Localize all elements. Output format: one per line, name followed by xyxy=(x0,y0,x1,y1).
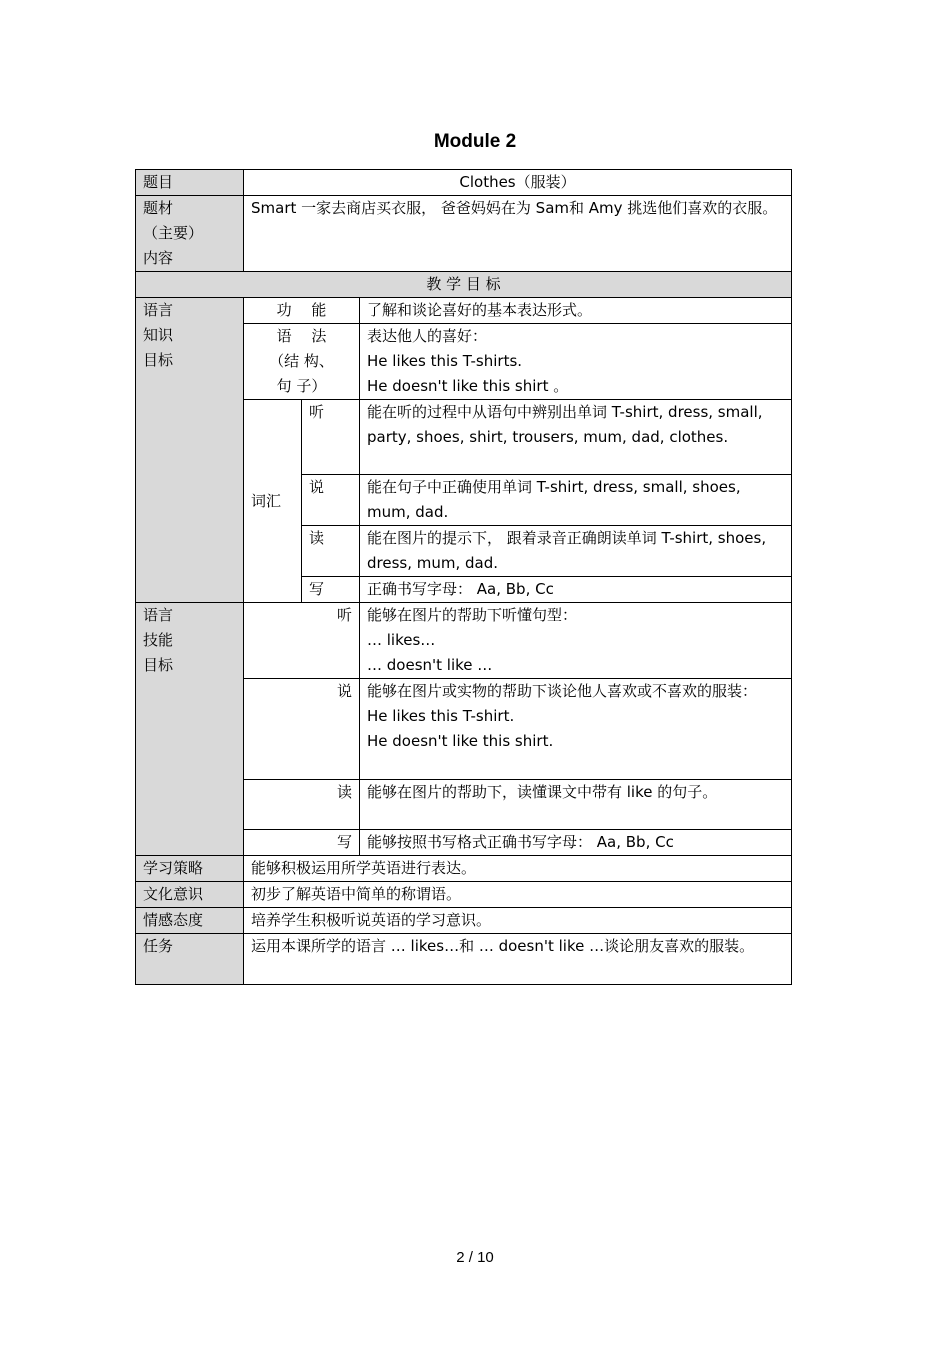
skill-write-value: 能够按照书写格式正确书写字母： Aa, Bb, Cc xyxy=(360,830,792,856)
row-goals-header xyxy=(136,272,792,298)
vocab-write-value: 正确书写字母： Aa, Bb, Cc xyxy=(360,577,792,603)
vocab-read-value: 能在图片的提示下， 跟着录音正确朗读单词 T-shirt, shoes, dress, mum, dad. xyxy=(360,526,792,577)
goals-header: 教 学 目 标 xyxy=(136,272,792,298)
skill-listen-value: 能够在图片的帮助下听懂句型： … likes… … doesn't like … xyxy=(360,603,792,679)
vocab-listen-value: 能在听的过程中从语句中辨别出单词 T-shirt, dress, small, party, shoes, shirt, trousers, mum, dad, clothes. xyxy=(360,400,792,475)
row-content xyxy=(136,196,792,272)
skill-write-label: 写 xyxy=(244,830,360,856)
grammar-label: 语 法 （结 构、 句 子） xyxy=(244,324,360,400)
attitude-label: 情感态度 xyxy=(136,908,244,934)
vocab-speak-value: 能在句子中正确使用单词 T-shirt, dress, small, shoes, mum, dad. xyxy=(360,475,792,526)
vocab-write-label: 写 xyxy=(302,577,360,603)
vocab-listen-label: 听 xyxy=(302,400,360,475)
lesson-plan-table xyxy=(135,169,792,985)
skill-speak-label: 说 xyxy=(244,679,360,780)
vocab-read-label: 读 xyxy=(302,526,360,577)
vocab-label: 词汇 xyxy=(244,400,302,603)
task-label: 任务 xyxy=(136,934,244,985)
skill-read-label: 读 xyxy=(244,780,360,830)
lang-skill-label: 语言 技能 目标 xyxy=(136,603,244,856)
row-strategy xyxy=(136,856,792,882)
row-culture xyxy=(136,882,792,908)
culture-label: 文化意识 xyxy=(136,882,244,908)
skill-listen-label: 听 xyxy=(244,603,360,679)
lang-knowledge-label: 语言 知识 目标 xyxy=(136,298,244,603)
topic-value: Clothes（服装） xyxy=(244,170,792,196)
topic-label: 题目 xyxy=(136,170,244,196)
culture-value: 初步了解英语中简单的称谓语。 xyxy=(244,882,792,908)
grammar-value: 表达他人的喜好： He likes this T-shirts. He doesn't like this shirt 。 xyxy=(360,324,792,400)
function-label: 功 能 xyxy=(244,298,360,324)
strategy-label: 学习策略 xyxy=(136,856,244,882)
strategy-value: 能够积极运用所学英语进行表达。 xyxy=(244,856,792,882)
page-title: Module 2 xyxy=(433,131,517,152)
vocab-speak-label: 说 xyxy=(302,475,360,526)
task-value: 运用本课所学的语言 … likes…和 … doesn't like …谈论朋友喜欢的服装。 xyxy=(244,934,792,985)
skill-read-value: 能够在图片的帮助下，读懂课文中带有 like 的句子。 xyxy=(360,780,792,830)
content-label: 题材 （主要） 内容 xyxy=(136,196,244,272)
page-number: 2 / 10 xyxy=(456,1249,494,1266)
row-attitude xyxy=(136,908,792,934)
row-skill-listen xyxy=(136,603,792,679)
row-function xyxy=(136,298,792,324)
skill-speak-value: 能够在图片或实物的帮助下谈论他人喜欢或不喜欢的服装： He likes this T-shirt. He doesn't like this shirt. xyxy=(360,679,792,780)
row-task xyxy=(136,934,792,985)
row-topic xyxy=(136,170,792,196)
attitude-value: 培养学生积极听说英语的学习意识。 xyxy=(244,908,792,934)
content-value: Smart 一家去商店买衣服， 爸爸妈妈在为 Sam和 Amy 挑选他们喜欢的衣服。 xyxy=(244,196,792,272)
function-value: 了解和谈论喜好的基本表达形式。 xyxy=(360,298,792,324)
